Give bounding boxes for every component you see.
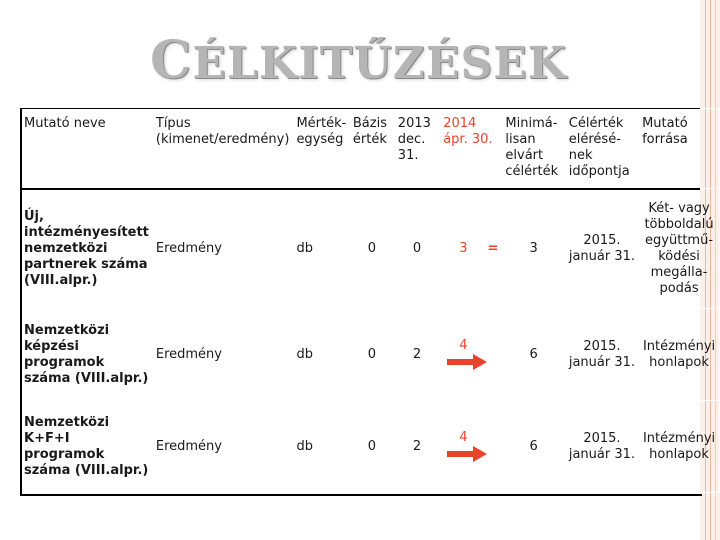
row-indicator-name: Nemzetközi K+F+I programok száma (VIII.alpr.) [21, 401, 153, 493]
row-indicator-name: Nemzetközi képzési programok száma (VIII.alpr.) [21, 309, 153, 401]
title-initial: C [150, 30, 193, 91]
row-unit: db [293, 309, 349, 401]
row-min-target: 3 [502, 189, 565, 309]
row-indicator-name: Új, intézményesített nemzetközi partnerek száma (VIII.alpr.) [21, 189, 153, 309]
header-unit: Mértékegység [293, 109, 349, 189]
row-2014: 3 [459, 240, 468, 256]
header-type: Típus (kimenet/eredmény) [152, 109, 293, 189]
header-indicator: Mutató neve [21, 109, 153, 189]
row-2014-cell [440, 309, 502, 401]
table-row [21, 309, 720, 401]
header-2013: 2013 dec. 31. [394, 109, 439, 189]
table-row [21, 189, 720, 309]
row-type: Eredmény [152, 189, 293, 309]
right-arrow-icon [447, 446, 487, 462]
row-2014: 4 [459, 338, 468, 354]
header-base: Bázis érték [349, 109, 394, 189]
row-unit: db [293, 401, 349, 493]
row-source: Intézményi honlapok [639, 401, 720, 493]
title-rest: ÉLKITŰZÉSEK [192, 38, 568, 89]
row-target-date: 2015. január 31. [565, 189, 638, 309]
row-2014-cell [440, 401, 502, 493]
row-2014: 4 [459, 430, 468, 446]
row-base: 0 [349, 401, 394, 493]
header-source: Mutató forrása [639, 109, 720, 189]
row-2013: 0 [394, 189, 439, 309]
row-base: 0 [349, 309, 394, 401]
row-type: Eredmény [152, 309, 293, 401]
header-2014: 2014 ápr. 30. [440, 109, 502, 189]
row-target-date: 2015. január 31. [565, 309, 638, 401]
targets-table [20, 108, 720, 493]
row-unit: db [293, 189, 349, 309]
page-title [150, 30, 568, 91]
right-arrow-icon [447, 354, 487, 370]
row-source: Két- vagy többoldalú együttműködési megállapodás [639, 189, 720, 309]
header-target-date: Célérték elérésének időpontja [565, 109, 638, 189]
row-2013: 2 [394, 401, 439, 493]
row-2013: 2 [394, 309, 439, 401]
row-type: Eredmény [152, 401, 293, 493]
row-target-date: 2015. január 31. [565, 401, 638, 493]
table-row [21, 401, 720, 493]
row-source: Intézményi honlapok [639, 309, 720, 401]
row-min-target: 6 [502, 401, 565, 493]
equal-icon: = [487, 240, 499, 256]
row-min-target: 6 [502, 309, 565, 401]
row-2014-cell [440, 189, 502, 309]
header-min-target: Minimálisan elvárt célérték [502, 109, 565, 189]
row-base: 0 [349, 189, 394, 309]
table-header-row [21, 109, 720, 189]
